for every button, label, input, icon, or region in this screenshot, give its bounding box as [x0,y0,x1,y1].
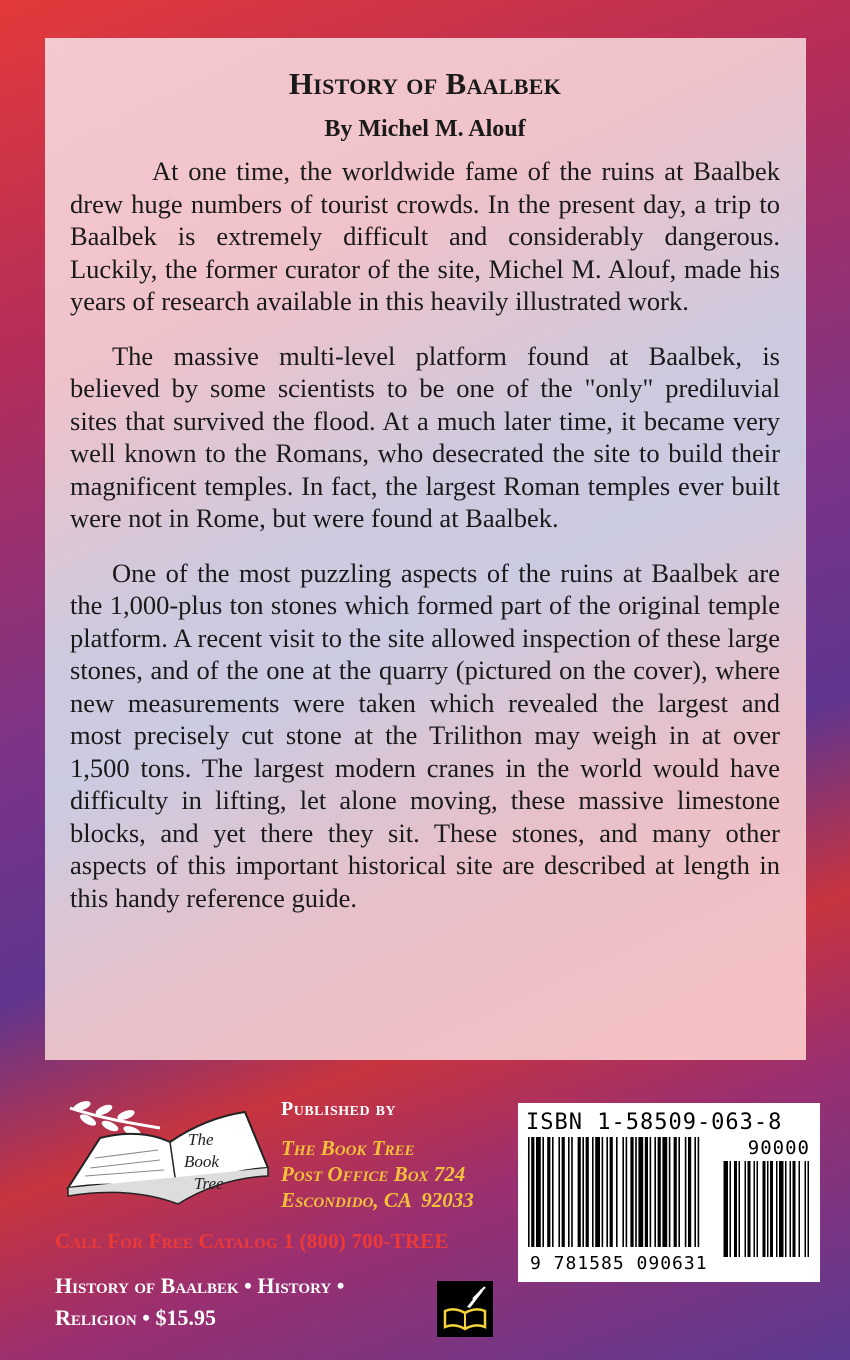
barcode-bar [602,1137,604,1247]
paragraph-2: The massive multi-level platform found at Baalbek, is believed by some scientists to be one of the "only" prediluvial sites that survived the flood. At a much later time, it became very well known to the Romans, who desecrated the site to build their magnificent temples. In fact, the largest Roman temples ever built were not in Rome, but were found at Baalbek. [70,340,780,533]
barcode-bar [531,1137,534,1247]
addon-bar [790,1161,792,1257]
barcode-bar [638,1137,643,1247]
addon-bar [767,1161,769,1257]
addon-bar [793,1161,796,1257]
barcode-bar [635,1137,637,1247]
addon-bar [763,1161,766,1257]
barcode-bar [650,1137,652,1247]
barcode-bar [610,1137,613,1247]
logo-word-tree: Tree [194,1174,224,1193]
barcode-bar [669,1137,671,1247]
barcode-bar [547,1137,550,1247]
addon-bar [745,1161,747,1257]
barcode-bar [586,1137,589,1247]
addon-bar [805,1161,807,1257]
description-text [70,155,780,914]
barcode-bar [622,1137,624,1247]
ean-digits: 9 781585 090631 [530,1253,708,1274]
category-line-1: History of Baalbek • History • [55,1273,345,1298]
addon-bar [754,1161,756,1257]
catalog-phone: Call For Free Catalog 1 (800) 700-TREE [55,1229,449,1253]
barcode-bar [654,1137,656,1247]
addon-bar [779,1161,784,1257]
addon-bar [808,1161,810,1257]
published-by-label: Published by [281,1098,397,1120]
barcode-bar [688,1137,691,1247]
barcode-bar [562,1137,565,1247]
publisher-address [281,1135,474,1213]
reader-book-icon [437,1281,493,1337]
price-code: 90000 [747,1137,810,1159]
barcode-bar [552,1137,554,1247]
barcode-bar [616,1137,618,1247]
addon-bar [748,1161,751,1257]
isbn-barcode [518,1103,820,1282]
barcode-bar [542,1137,544,1247]
book-tree-logo [60,1098,274,1206]
category-price [55,1270,425,1334]
barcode-bar [528,1137,530,1247]
addon-bar [785,1161,787,1257]
addon-bar [734,1161,737,1257]
barcode-bar [595,1137,600,1247]
barcode-bar [592,1137,594,1247]
addon-bar [776,1161,778,1257]
barcode-bar [630,1137,633,1247]
addon-bar [799,1161,801,1257]
barcode-bar [578,1137,581,1247]
isbn-label: ISBN 1-58509-063-8 [526,1110,783,1135]
barcode-bar [571,1137,573,1247]
barcode-bar [658,1137,661,1247]
addon-bar [730,1161,732,1257]
category-line-2: Religion • $15.95 [55,1305,216,1330]
book-title: History of Baalbek [288,66,562,101]
author-byline: By Michel M. Alouf [324,116,526,142]
barcode-bar [536,1137,541,1247]
barcode-bar [626,1137,628,1247]
barcode-bars [526,1137,812,1257]
barcode-bar [678,1137,680,1247]
description-panel [45,38,806,1060]
publisher-name: The Book Tree [281,1136,415,1160]
logo-word-the: The [188,1130,214,1149]
barcode-bar [606,1137,608,1247]
publisher-address-line2: Escondido, CA 92033 [281,1188,474,1212]
barcode-bar [662,1137,667,1247]
barcode-bar [582,1137,584,1247]
paragraph-3: One of the most puzzling aspects of the ruins at Baalbek are the 1,000-plus ton stones which formed part of the original temple platform. A recent visit to the site allowed inspection of these large stones, and of the one at the quarry (pictured on the cover), where new measurements were taken which revealed the largest and most precisely cut stone at the Trilithon may weigh in at over 1,500 tons. The largest modern cranes in the world would have difficulty in lifting, let alone moving, these massive limestone blocks, and yet there they sit. These stones, and many other aspects of this important historical site are described at length in this handy reference guide. [70,557,780,913]
barcode-bar [674,1137,677,1247]
addon-bar [739,1161,741,1257]
logo-word-book: Book [184,1152,219,1171]
addon-bar [724,1161,729,1257]
barcode-bar [685,1137,687,1247]
addon-bar [770,1161,773,1257]
addon-bar [757,1161,759,1257]
publisher-block [281,1098,474,1213]
paragraph-1: At one time, the worldwide fame of the ruins at Baalbek drew huge numbers of tourist crowds. In the present day, a trip to Baalbek is extremely difficult and considerably dangerous. Luckily, the former curator of the site, Michel M. Alouf, made his years of research available in this heavily illustrated work. [70,156,780,316]
barcode-bar [568,1137,570,1247]
barcode-bar [698,1137,700,1247]
publisher-address-line1: Post Office Box 724 [281,1162,466,1186]
barcode-bar [645,1137,648,1247]
barcode-bar [694,1137,696,1247]
barcode-bar [558,1137,560,1247]
